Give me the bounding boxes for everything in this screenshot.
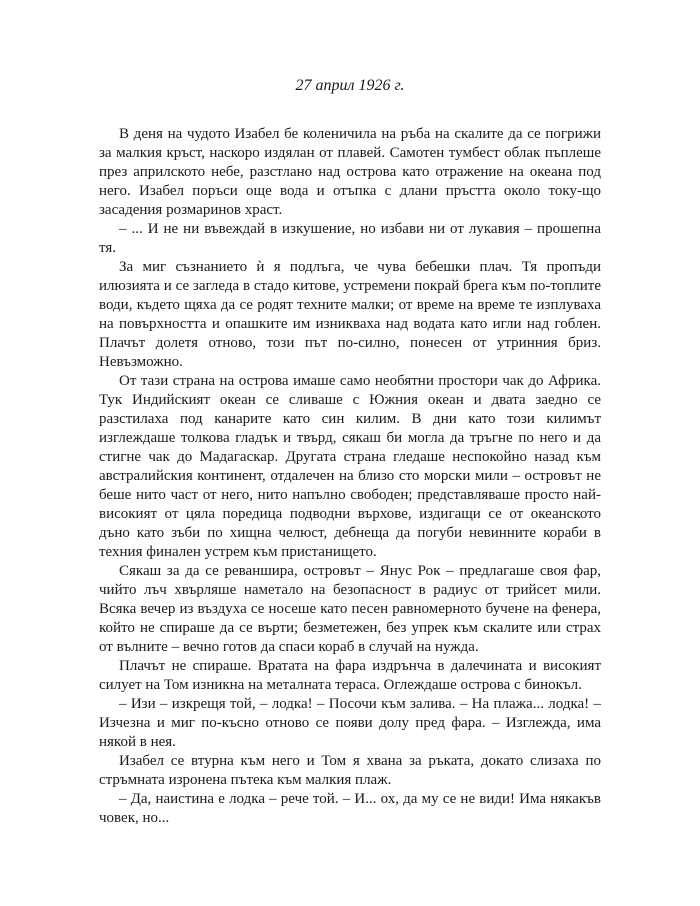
paragraph: От тази страна на острова имаше само необятни простори чак до Африка. Тук Индийският океан се сливаше с Южния океан и двата заедно се разстилаха под канарите като син килим. В дни като този килимът изглеждаше толкова гладък и твърд, сякаш би могла да тръгне по него и да стигне чак до Мадагаскар. Другата страна гледаше неспокойно назад към австралийския континент, отдалечен на близо сто морски мили – островът не беше нито част от него, нито напълно свободен; представляваше просто най-високият от цяла поредица подводни върхове, издигащи се от океанското дъно като зъби по хищна челюст, дебнеща да погуби невинните кораби в техния финален устрем към пристанището.	[99, 373, 601, 560]
paragraph: Изабел се втурна към него и Том я хвана за ръката, докато слизаха по стръмната изронена пътека към малкия плаж.	[99, 753, 601, 788]
chapter-text	[99, 125, 601, 828]
paragraph: Плачът не спираше. Вратата на фара издрънча в далечината и високият силует на Том изникна на металната тераса. Оглеждаше острова с бинокъл.	[99, 658, 601, 693]
paragraph: – Изи – изкрещя той, – лодка! – Посочи към залива. – На плажа... лодка! – Изчезна и миг по-късно отново се появи долу пред фара. – Изглежда, има някой в нея.	[99, 696, 601, 750]
paragraph: – Да, наистина е лодка – рече той. – И... ох, да му се не види! Има някакъв човек, но...	[99, 791, 601, 826]
paragraph: В деня на чудото Изабел бе коленичила на ръба на скалите да се погрижи за малкия кръст, наскоро издялан от плавей. Самотен тумбест облак пъплеше през априлското небе, разстлано над острова като отражение на океана под него. Изабел поръси още вода и отъпка с длани пръстта около току-що засадения розмаринов храст.	[99, 126, 601, 218]
paragraph: – ... И не ни въвеждай в изкушение, но избави ни от лукавия – прошепна тя.	[99, 221, 601, 256]
paragraph: За миг съзнанието ѝ я подлъга, че чува бебешки плач. Тя пропъди илюзията и се загледа в стадо китове, устремени покрай брега към по-топлите води, където щяха да се родят техните малки; от време на време те изплуваха на повърхността и опашките им изникваха над водата като игли над гоблен. Плачът долетя отново, този път по-силно, понесен от утринния бриз. Невъзможно.	[99, 259, 601, 370]
paragraph: Сякаш за да се реваншира, островът – Янус Рок – предлагаше своя фар, чийто лъч хвърляше наметало на безопасност в радиус от трийсет мили. Всяка вечер из въздуха се носеше като песен равномерното бучене на фенера, който не спираше да се върти; безметежен, без упрек към скалите или страх от вълните – вечно готов да спаси кораб в случай на нужда.	[99, 563, 601, 655]
date-heading: 27 април 1926 г.	[295, 77, 405, 94]
